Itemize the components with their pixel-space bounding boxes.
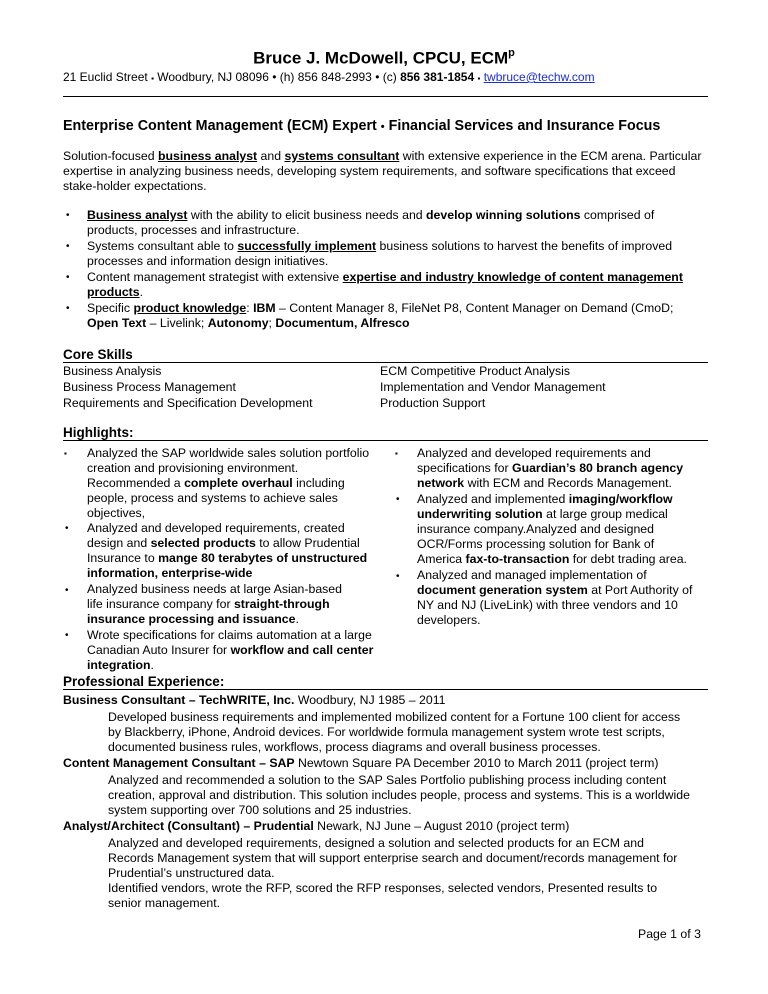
text: including xyxy=(292,476,345,490)
headline xyxy=(63,118,660,136)
bullet-icon: • xyxy=(66,303,70,314)
highlight-line: OCR/Forms processing solution for Bank of xyxy=(417,537,655,551)
keyword: fax-to-transaction xyxy=(465,552,570,566)
job-line: creation, approval and distribution. This solution includes people, process and systems. This is a worldwide xyxy=(108,788,690,802)
address: 21 Euclid Street xyxy=(63,70,148,84)
header-divider xyxy=(63,96,708,97)
highlight-line: information, enterprise-wide xyxy=(87,566,253,580)
keyword: Guardian’s 80 branch agency xyxy=(512,461,684,475)
keyword: Open Text xyxy=(87,316,147,330)
job-line: Prudential’s unstructured data. xyxy=(108,866,275,880)
headline-right: Financial Services and Insurance Focus xyxy=(388,118,661,134)
bullet-line xyxy=(87,316,410,331)
keyword: network xyxy=(417,476,465,490)
text: Insurance to xyxy=(87,551,159,565)
keyword: products xyxy=(87,285,140,299)
headline-left: Enterprise Content Management (ECM) Expert xyxy=(63,118,377,134)
job-line: by Blackberry, iPhone, Android devices. For worldwide formula management system wrote test scripts, xyxy=(108,725,665,739)
skill-item: Business Process Management xyxy=(63,380,236,394)
skill-item: ECM Competitive Product Analysis xyxy=(380,364,570,378)
text: Canadian Auto Insurer for xyxy=(87,643,231,657)
text: . xyxy=(139,285,144,299)
keyword: underwriting solution xyxy=(417,507,543,521)
bullet-icon: • xyxy=(66,272,70,283)
highlight-line: insurance company.Analyzed and designed xyxy=(417,522,654,536)
page-number: Page 1 of 3 xyxy=(638,927,701,941)
bullet-icon: • xyxy=(66,210,70,221)
bullet-icon: • xyxy=(396,571,400,582)
name-text: Bruce J. McDowell, CPCU, ECM xyxy=(253,48,509,68)
keyword: selected products xyxy=(150,536,256,550)
highlights-divider xyxy=(63,440,708,441)
bullet-icon: ▪ xyxy=(64,449,67,458)
text: Content management strategist with extensive xyxy=(87,270,343,284)
text: Analyzed and implemented xyxy=(417,492,569,506)
text: Solution-focused xyxy=(63,149,159,163)
bullet-line xyxy=(87,301,673,316)
highlight-line xyxy=(87,643,373,658)
skill-item: Requirements and Specification Development xyxy=(63,396,313,410)
skill-item: Implementation and Vendor Management xyxy=(380,380,606,394)
job-line: Analyzed and recommended a solution to the SAP Sales Portfolio publishing process including content xyxy=(108,773,667,787)
job-title: Analyst/Architect (Consultant) – Prudential xyxy=(63,819,314,833)
keyword: mange 80 terabytes of unstructured xyxy=(158,551,368,565)
bullet-line: processes and information design initiatives. xyxy=(87,254,329,268)
separator: • xyxy=(375,70,380,84)
text: comprised of xyxy=(580,208,655,222)
name-superscript: p xyxy=(508,47,515,59)
keyword: complete overhaul xyxy=(184,476,293,490)
text: specifications for xyxy=(417,461,513,475)
keyword: straight-through xyxy=(233,597,330,611)
keyword: develop winning solutions xyxy=(426,208,581,222)
city: Woodbury, NJ 08096 xyxy=(157,70,269,84)
keyword: Documentum, Alfresco xyxy=(275,316,410,330)
text: ; xyxy=(268,316,276,330)
skill-item: Business Analysis xyxy=(63,364,162,378)
keyword: imaging/workflow xyxy=(568,492,673,506)
text: : xyxy=(246,301,254,315)
job-line: system supporting over 700 solutions and 25 industries. xyxy=(108,803,412,817)
highlight-line xyxy=(87,551,367,566)
job-heading xyxy=(63,693,445,708)
highlight-line xyxy=(87,476,345,491)
separator: • xyxy=(272,70,277,84)
job-line: Analyzed and developed requirements, designed a solution and selected products for an ECM and xyxy=(108,836,644,850)
keyword: insurance processing and issuance xyxy=(87,612,296,626)
highlight-line: Analyzed the SAP worldwide sales solution portfolio xyxy=(87,446,370,460)
job-line: Records Management system that will support enterprise search and document/records management for xyxy=(108,851,678,865)
highlight-line xyxy=(87,536,360,551)
bullet-icon: • xyxy=(66,241,70,252)
bullet-line xyxy=(87,239,672,254)
bullet-icon: • xyxy=(65,585,69,596)
text: to allow Prudential xyxy=(255,536,360,550)
highlight-line: Analyzed and managed implementation of xyxy=(417,568,647,582)
cell-label: (c) xyxy=(382,70,397,84)
job-line: documented business rules, workflows, process diagrams and overall business processes. xyxy=(108,740,601,754)
keyword: integration xyxy=(87,658,151,672)
bullet-icon: • xyxy=(396,494,400,505)
text: . xyxy=(150,658,154,672)
keyword: IBM xyxy=(253,301,276,315)
keyword: product knowledge xyxy=(133,301,247,315)
highlight-line xyxy=(417,583,692,598)
job-meta: Newark, NJ June – August 2010 (project term) xyxy=(313,819,570,833)
bullet-line: products, processes and infrastructure. xyxy=(87,223,300,237)
text: life insurance company for xyxy=(87,597,234,611)
text: with the ability to elicit business needs and xyxy=(187,208,427,222)
text: . xyxy=(295,612,299,626)
text: for debt trading area. xyxy=(569,552,687,566)
text: Systems consultant able to xyxy=(87,239,238,253)
keyword: successfully implement xyxy=(237,239,377,253)
core-skills-divider xyxy=(63,362,708,363)
text: – Livelink; xyxy=(146,316,208,330)
highlight-line: creation and provisioning environment. xyxy=(87,461,299,475)
summary-line: stake-holder expectations. xyxy=(63,179,207,193)
highlight-line: Wrote specifications for claims automation at a large xyxy=(87,628,372,642)
bullet-line xyxy=(87,285,143,300)
experience-divider xyxy=(63,689,708,690)
job-title: Content Management Consultant – SAP xyxy=(63,756,295,770)
highlight-line xyxy=(417,461,683,476)
highlight-line: Analyzed business needs at large Asian-based xyxy=(87,582,342,596)
highlight-line xyxy=(417,476,672,491)
highlight-line: Analyzed and developed requirements and xyxy=(417,446,651,460)
contact-line xyxy=(63,70,595,86)
separator: ▪ xyxy=(151,74,154,83)
job-line: senior management. xyxy=(108,896,221,910)
keyword: systems consultant xyxy=(284,149,400,163)
job-meta: Woodbury, NJ 1985 – 2011 xyxy=(294,693,446,707)
text: Specific xyxy=(87,301,134,315)
headline-separator: • xyxy=(380,121,385,133)
highlight-line: NY and NJ (LiveLink) with three vendors and 10 xyxy=(417,598,678,612)
job-meta: Newtown Square PA December 2010 to March 2011 (project term) xyxy=(294,756,659,770)
summary-line: expertise in analyzing business needs, developing system requirements, and software specifications that exceed xyxy=(63,164,676,178)
cell-phone: 856 381-1854 xyxy=(400,70,475,84)
candidate-name xyxy=(0,44,768,69)
text: Recommended a xyxy=(87,476,185,490)
core-skills-title: Core Skills xyxy=(63,347,133,362)
text: – Content Manager 8, FileNet P8, Content Manager on Demand (CmoD; xyxy=(275,301,674,315)
text: and xyxy=(257,149,285,163)
home-phone: (h) 856 848-2993 xyxy=(279,70,372,84)
text: America xyxy=(417,552,466,566)
highlight-line: developers. xyxy=(417,613,481,627)
text: with ECM and Records Management. xyxy=(464,476,672,490)
skill-item: Production Support xyxy=(380,396,486,410)
job-heading xyxy=(63,819,569,834)
highlight-line xyxy=(417,552,687,567)
keyword: document generation system xyxy=(417,583,588,597)
keyword: workflow and call center xyxy=(230,643,374,657)
summary-line xyxy=(63,149,701,164)
text: design and xyxy=(87,536,151,550)
highlight-line: people, process and systems to achieve sales xyxy=(87,491,338,505)
text: business solutions to harvest the benefits of improved xyxy=(376,239,673,253)
bullet-line xyxy=(87,270,683,285)
highlight-line xyxy=(417,507,668,522)
bullet-icon: ▪ xyxy=(395,449,398,458)
text: with extensive experience in the ECM arena. Particular xyxy=(399,149,702,163)
text: at Port Authority of xyxy=(587,583,693,597)
highlight-line: objectives, xyxy=(87,506,146,520)
job-line: Developed business requirements and implemented mobilized content for a Fortune 100 client for access xyxy=(108,710,681,724)
experience-title: Professional Experience: xyxy=(63,674,225,689)
job-title: Business Consultant – TechWRITE, Inc. xyxy=(63,693,295,707)
bullet-icon: • xyxy=(65,523,69,534)
keyword: expertise and industry knowledge of content management xyxy=(342,270,683,284)
highlight-line xyxy=(87,612,299,627)
keyword: business analyst xyxy=(158,149,258,163)
highlight-line xyxy=(417,492,673,507)
keyword: Autonomy xyxy=(207,316,269,330)
separator: ▪ xyxy=(477,74,481,83)
highlight-line xyxy=(87,658,154,673)
bullet-icon: • xyxy=(65,630,69,641)
job-line: Identified vendors, wrote the RFP, scored the RFP responses, selected vendors, Presented results to xyxy=(108,881,658,895)
email-link[interactable]: twbruce@techw.com xyxy=(483,70,595,84)
highlights-title: Highlights: xyxy=(63,425,134,440)
keyword: Business analyst xyxy=(87,208,188,222)
job-heading xyxy=(63,756,658,771)
bullet-line xyxy=(87,208,654,223)
highlight-line xyxy=(87,597,330,612)
highlight-line: Analyzed and developed requirements, created xyxy=(87,521,345,535)
text: at large group medical xyxy=(542,507,668,521)
